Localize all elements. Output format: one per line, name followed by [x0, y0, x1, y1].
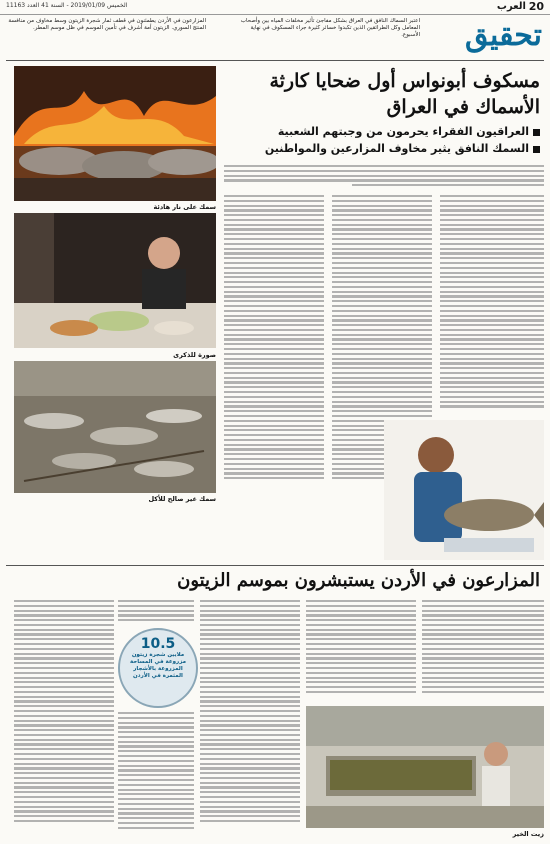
caption-inedible: سمك غير صالح للأكل [148, 495, 216, 503]
family-meal-photo [14, 213, 216, 348]
man-holding-fish-photo [384, 420, 544, 560]
bullet-square [533, 146, 540, 153]
olive-column-1 [422, 600, 544, 700]
headline-olive: المزارعون في الأردن يستبشرون بموسم الزيتون [177, 570, 540, 591]
headline-line-2: الأسماك في العراق [386, 96, 540, 118]
grilled-fish-photo [14, 66, 216, 201]
masthead: العرب [496, 1, 526, 12]
caption-fish-fire: سمك على نار هادئة [153, 203, 216, 211]
page-number: 20 [528, 0, 544, 13]
caption-memory: صورة للذكرى [173, 351, 216, 359]
headline-line-1: مسكوف أبونواس أول ضحايا كارثة [269, 70, 540, 92]
olive-press-photo [306, 706, 544, 828]
lead-paragraph [224, 165, 544, 191]
issue-date: الخميس 2019/01/09 - السنة 41 العدد 11163 [6, 2, 128, 9]
section-rule [6, 60, 544, 61]
teaser-left: المزارعون في الأردن يطمئنون في قطف ثمار شجرة الزيتون وسط مخاوف من منافسة المنتج السوري. الزيتون أمة أشرف في تأمين الموسم في ظل موسم المطر. [8, 18, 206, 31]
subheadline-2 [230, 142, 540, 155]
teaser-right: اعتبر السماك النافق في العراق بشكل مفاجئ تأثير مخلفات المياه بين وأصحاب المعامل وكل الطرائقين الذين تكبدوا خسائر كثيرة جراء المسكوف في نهاية الأسبوع. [240, 18, 420, 38]
subheadline-1-text: العراقيون الفقراء يحرمون من وجبتهم الشعبية [277, 125, 529, 138]
dead-fish-photo [14, 361, 216, 493]
olive-column-4-bottom [118, 712, 194, 840]
body-column-3 [224, 195, 324, 495]
subheadline-2-text: السمك النافق يثير مخاوف المزارعين والمواطنين [264, 142, 529, 155]
pull-quote-number: 10.5 [140, 636, 176, 652]
bullet-square [533, 129, 540, 136]
olive-column-5 [14, 600, 114, 840]
section-title: تحقيق [465, 18, 542, 53]
pull-quote-bubble [118, 628, 198, 708]
olive-column-4-top [118, 600, 194, 624]
article-divider [6, 565, 544, 566]
olive-column-2 [306, 600, 416, 700]
caption-olive-oil: زيت الخير [512, 830, 544, 838]
body-column-1 [440, 195, 544, 420]
pull-quote-text: ملايين شجرة زيتون مزروعة في المساحة المزروعة بالأشجار المثمرة في الأردن [129, 652, 187, 679]
olive-column-3 [200, 600, 300, 840]
subheadline-1 [230, 125, 540, 138]
